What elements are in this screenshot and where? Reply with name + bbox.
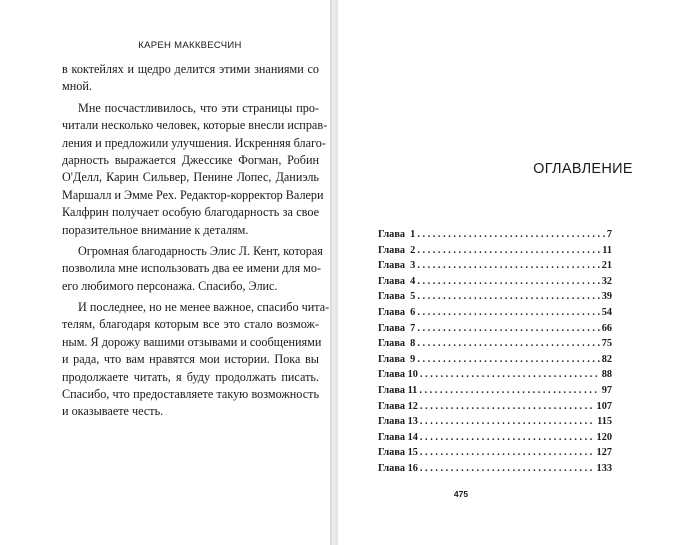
toc-chapter-label: Глава 15 (378, 447, 418, 459)
toc-entry[interactable] (378, 245, 612, 261)
toc-entry[interactable] (378, 229, 612, 245)
text-line: ным. Я дорожу вашими отзывами и сообщениями (62, 334, 322, 349)
toc-leader-dots (419, 385, 599, 396)
toc-chapter-label: Глава 16 (378, 462, 418, 474)
text-line: читали несколько человек, которые внесли исправ- (62, 118, 328, 133)
toc-page-number: 133 (596, 462, 612, 474)
toc-entry[interactable] (378, 338, 612, 354)
toc-chapter-label: Глава 13 (378, 416, 418, 428)
toc-entry[interactable] (378, 447, 612, 463)
text-line: О'Делл, Карин Сильвер, Пенине Лопес, Даниэль (62, 170, 319, 185)
paragraph (62, 100, 328, 239)
toc-page-number: 120 (596, 431, 612, 443)
toc-page-number: 97 (601, 384, 612, 396)
toc-leader-dots (417, 307, 599, 318)
toc-leader-dots (420, 401, 595, 412)
text-line: и рада, что вам нравятся мои истории. Пока вы (62, 352, 319, 367)
text-line: мной. (62, 79, 92, 94)
text-line: Маршалл и Эмме Рех. Редактор-корректор Валери (62, 187, 324, 202)
toc-entry[interactable] (378, 385, 612, 401)
toc-leader-dots (417, 276, 599, 287)
body-text (62, 61, 330, 421)
toc-leader-dots (417, 245, 600, 256)
page-number: 475 (453, 489, 469, 499)
toc-leader-dots (420, 463, 595, 474)
toc-entry[interactable] (378, 276, 612, 292)
left-page (0, 0, 330, 545)
text-line: ления и предложили улучшения. Искренняя благо- (62, 135, 326, 150)
text-line: телям, благодаря которым все это стало возмож- (62, 317, 319, 332)
toc-leader-dots (417, 291, 599, 302)
toc-entry[interactable] (378, 323, 612, 339)
toc-leader-dots (417, 354, 599, 365)
text-line: его любимого персонажа. Спасибо, Элис. (62, 278, 278, 293)
toc-chapter-label: Глава 8 (378, 338, 416, 350)
toc-entry[interactable] (378, 307, 612, 323)
toc-chapter-label: Глава 2 (378, 244, 416, 256)
toc-page-number: 7 (606, 229, 612, 240)
toc-chapter-label: Глава 14 (378, 431, 418, 443)
toc-page-number: 11 (602, 244, 612, 256)
toc-leader-dots (417, 323, 599, 334)
toc-page-number: 82 (601, 353, 612, 365)
toc-chapter-label: Глава 9 (378, 353, 416, 365)
toc-leader-dots (417, 229, 605, 240)
paragraph (62, 243, 323, 295)
text-line: Огромная благодарность Элис Л. Кент, которая (78, 243, 323, 258)
book-gutter (330, 0, 338, 545)
toc-chapter-label: Глава 11 (378, 384, 418, 396)
toc-chapter-label: Глава 4 (378, 275, 416, 287)
toc-leader-dots (420, 432, 595, 443)
toc-chapter-label: Глава 6 (378, 306, 416, 318)
toc-entry[interactable] (378, 260, 612, 276)
text-line: поразительное внимание к деталям. (62, 222, 249, 237)
text-line: в коктейлях и щедро делится этими знаниями со (62, 62, 319, 76)
toc-page-number: 21 (601, 260, 612, 272)
text-line: и оказываете честь. (62, 404, 164, 419)
toc-chapter-label: Глава 3 (378, 260, 416, 272)
paragraph (62, 61, 319, 96)
text-line: продолжаете читать, я буду продолжать писать. (62, 369, 319, 384)
toc-page-number: 115 (597, 416, 612, 428)
toc-entry[interactable] (378, 369, 612, 385)
toc-entry[interactable] (378, 416, 612, 432)
toc-chapter-label: Глава 10 (378, 369, 418, 381)
running-header: КАРЕН МАККВЕСЧИН (138, 40, 242, 51)
paragraph (62, 299, 330, 421)
table-of-contents (378, 229, 612, 479)
right-page (338, 0, 674, 545)
toc-page-number: 75 (601, 338, 612, 350)
toc-leader-dots (420, 447, 595, 458)
toc-entry[interactable] (378, 354, 612, 370)
toc-chapter-label: Глава 12 (378, 400, 418, 412)
toc-page-number: 39 (601, 291, 612, 303)
toc-chapter-label: Глава 1 (378, 229, 416, 240)
toc-chapter-label: Глава 7 (378, 322, 416, 334)
toc-entry[interactable] (378, 401, 612, 417)
toc-leader-dots (420, 369, 600, 380)
toc-entry[interactable] (378, 291, 612, 307)
toc-leader-dots (417, 260, 599, 271)
toc-page-number: 88 (601, 369, 612, 381)
toc-leader-dots (417, 338, 599, 349)
toc-chapter-label: Глава 5 (378, 291, 416, 303)
toc-page-number: 32 (601, 275, 612, 287)
text-line: позволила мне использовать два ее имени для мо- (62, 261, 322, 276)
text-line: Калфрин получает особую благодарность за свое (62, 205, 319, 220)
toc-title: ОГЛАВЛЕНИЕ (533, 161, 633, 177)
toc-leader-dots (420, 416, 595, 427)
toc-entry[interactable] (378, 463, 612, 479)
text-line: Спасибо, что предоставляете такую возможность (62, 387, 319, 402)
text-line: И последнее, но не менее важное, спасибо чита- (78, 300, 330, 315)
toc-page-number: 107 (596, 400, 612, 412)
toc-page-number: 54 (601, 306, 612, 318)
toc-entry[interactable] (378, 432, 612, 448)
text-line: Мне посчастливилось, что эти страницы про- (78, 100, 319, 115)
toc-page-number: 127 (596, 447, 612, 459)
text-line: дарность выражается Джессике Фогман, Робин (62, 152, 319, 167)
toc-page-number: 66 (601, 322, 612, 334)
